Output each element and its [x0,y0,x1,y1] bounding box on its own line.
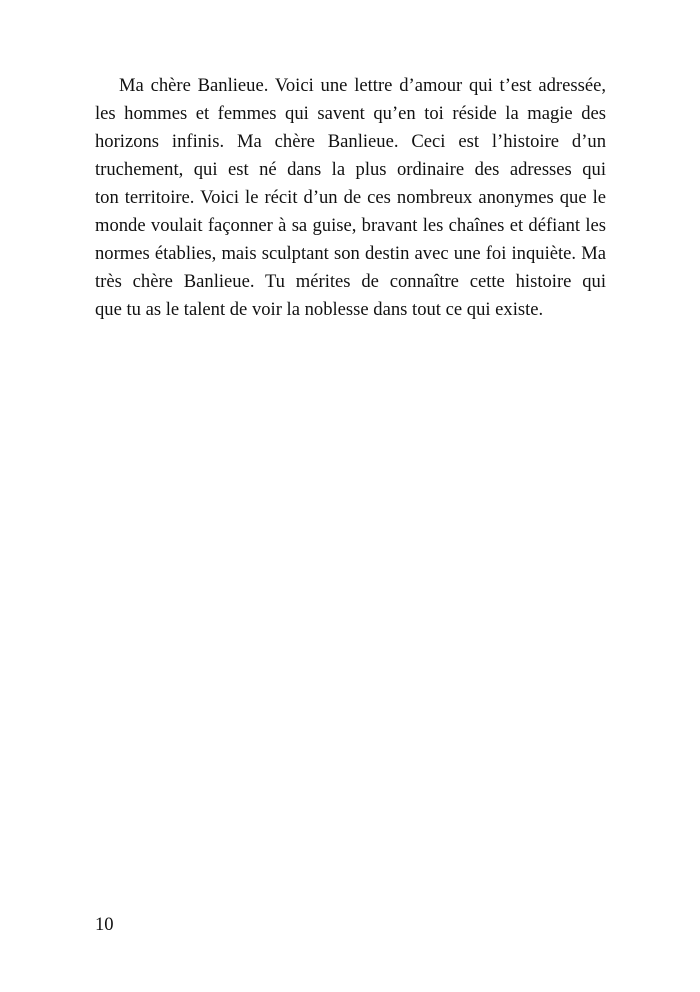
text-line: Ma chère Banlieue. Voici une lettre d’amour qui t’est adressée, [119,75,606,96]
text-line: monde voulait façonner à sa guise, bravant les chaînes et défiant les [95,215,606,236]
page-number: 10 [95,914,114,935]
body-paragraph [95,72,606,324]
text-line: horizons infinis. Ma chère Banlieue. Ceci est l’histoire d’un [95,131,606,152]
text-line: très chère Banlieue. Tu mérites de connaître cette histoire qui [95,271,606,292]
text-line: les hommes et femmes qui savent qu’en toi réside la magie des [95,103,606,124]
text-line: normes établies, mais sculptant son destin avec une foi inquiète. Ma [95,243,606,264]
text-line: ton territoire. Voici le récit d’un de ces nombreux anonymes que le [95,187,606,208]
text-line: truchement, qui est né dans la plus ordinaire des adresses qui [95,159,606,180]
text-line: que tu as le talent de voir la noblesse dans tout ce qui existe. [95,299,544,320]
